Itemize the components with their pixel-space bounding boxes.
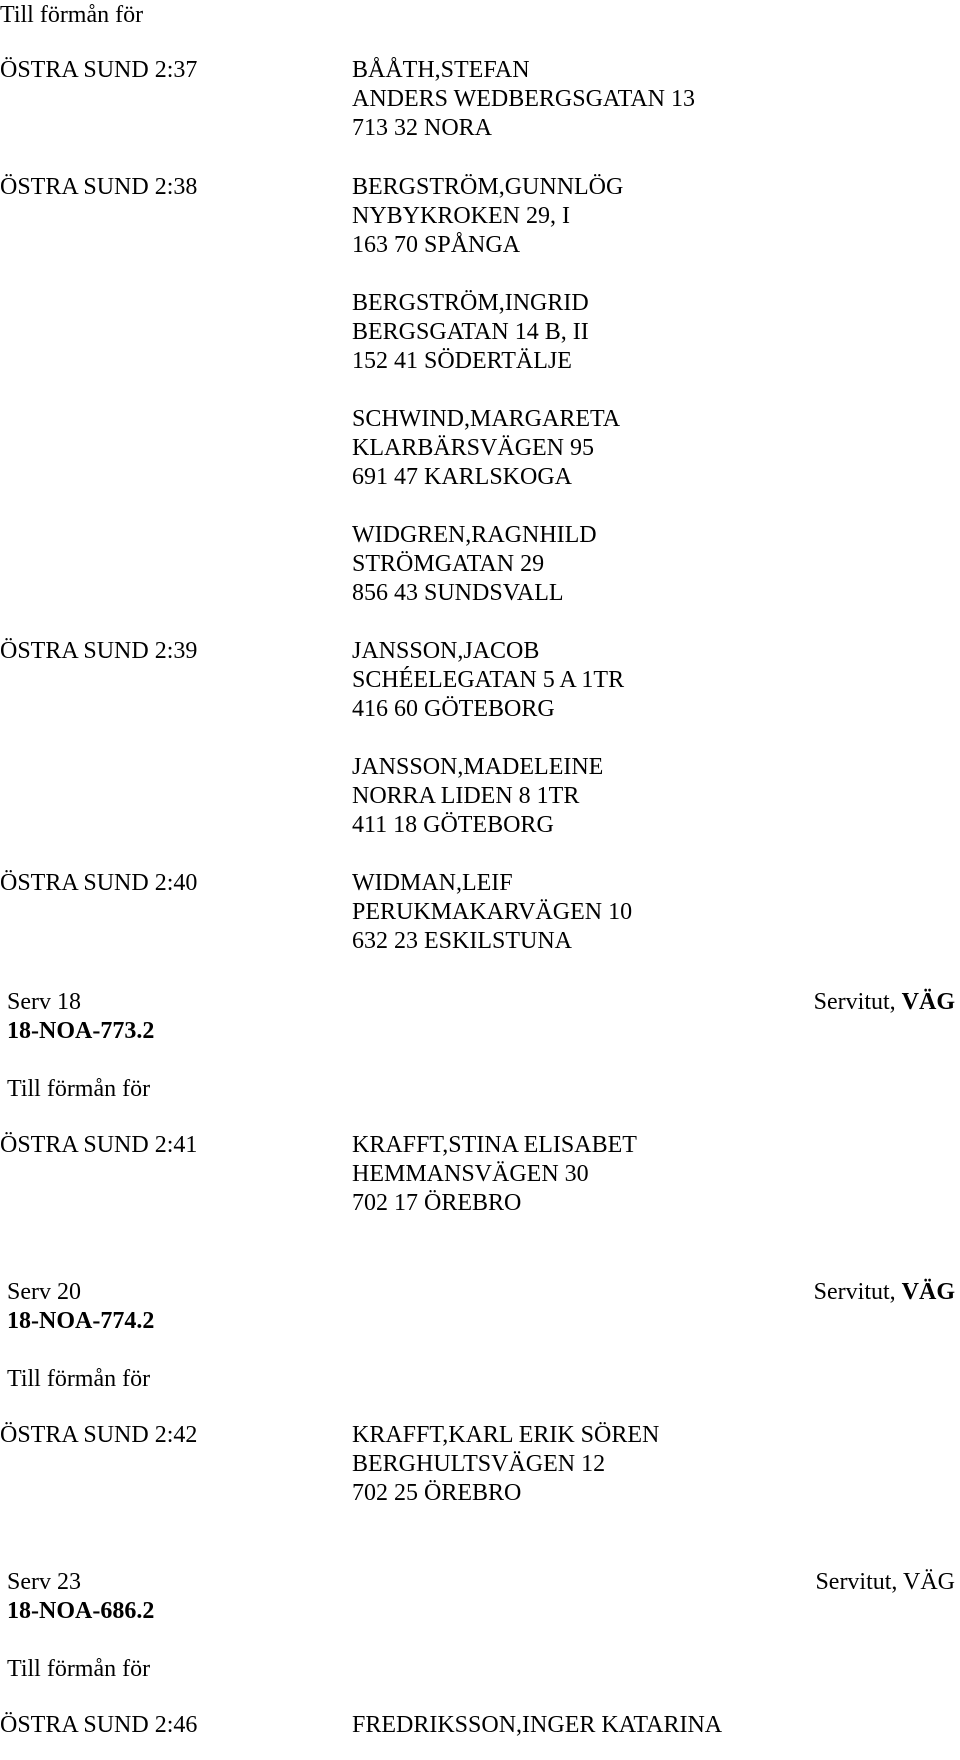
owner-name: KRAFFT,KARL ERIK SÖREN <box>352 1422 660 1448</box>
owner-street: ANDERS WEDBERGSGATAN 13 <box>352 86 695 112</box>
servitut-prefix: Servitut, <box>813 1279 902 1305</box>
owner-name: JANSSON,MADELEINE <box>352 754 604 780</box>
owner-name: SCHWIND,MARGARETA <box>352 406 621 432</box>
property-label: ÖSTRA SUND 2:39 <box>0 638 198 664</box>
owner-street: SCHÉELEGATAN 5 A 1TR <box>352 667 625 693</box>
owner-postal: 702 17 ÖREBRO <box>352 1190 522 1216</box>
owner-name: JANSSON,JACOB <box>352 638 540 664</box>
owner-name: KRAFFT,STINA ELISABET <box>352 1132 637 1158</box>
owner-postal: 416 60 GÖTEBORG <box>352 696 555 722</box>
owner-name: WIDGREN,RAGNHILD <box>352 522 597 548</box>
owner-block <box>352 1711 722 1740</box>
property-label: ÖSTRA SUND 2:37 <box>0 57 198 83</box>
servitut-type <box>814 988 955 1017</box>
servitut-kind-bold: VÄG <box>901 1279 955 1305</box>
owner-block <box>352 1131 637 1218</box>
serv-code: 18-NOA-774.2 <box>7 1308 155 1334</box>
section-heading: Till förmån för <box>7 1656 151 1682</box>
section-heading: Till förmån för <box>7 1366 151 1392</box>
property-label: ÖSTRA SUND 2:38 <box>0 174 198 200</box>
owner-block <box>352 289 589 376</box>
owner-block <box>352 405 620 492</box>
servitut-kind: VÄG <box>903 1569 955 1595</box>
owner-block <box>352 1421 659 1508</box>
servitut-type <box>815 1568 955 1597</box>
owner-street: KLARBÄRSVÄGEN 95 <box>352 435 595 461</box>
property-label: ÖSTRA SUND 2:42 <box>0 1422 198 1448</box>
owner-block <box>352 637 624 724</box>
owner-name: BERGSTRÖM,INGRID <box>352 290 589 316</box>
owner-street: NYBYKROKEN 29, I <box>352 203 570 229</box>
owner-block <box>352 753 603 840</box>
serv-code: 18-NOA-773.2 <box>7 1018 155 1044</box>
owner-postal: 691 47 KARLSKOGA <box>352 464 573 490</box>
owner-block <box>352 521 597 608</box>
owner-street: NORRA LIDEN 8 1TR <box>352 783 580 809</box>
servitut-prefix: Servitut, <box>813 989 902 1015</box>
owner-block <box>352 869 632 956</box>
owner-street: HEMMANSVÄGEN 30 <box>352 1161 589 1187</box>
owner-postal: 152 41 SÖDERTÄLJE <box>352 348 572 374</box>
owner-postal: 713 32 NORA <box>352 115 493 141</box>
owner-name: BERGSTRÖM,GUNNLÖG <box>352 174 624 200</box>
section-heading: Till förmån för <box>0 2 144 28</box>
owner-name: BÅÅTH,STEFAN <box>352 57 530 83</box>
serv-number: Serv 20 <box>7 1279 81 1305</box>
owner-name: FREDRIKSSON,INGER KATARINA <box>352 1712 723 1738</box>
property-label: ÖSTRA SUND 2:40 <box>0 870 198 896</box>
serv-number: Serv 23 <box>7 1569 81 1595</box>
owner-postal: 702 25 ÖREBRO <box>352 1480 522 1506</box>
property-label: ÖSTRA SUND 2:41 <box>0 1132 198 1158</box>
owner-street: PERUKMAKARVÄGEN 10 <box>352 899 633 925</box>
servitut-prefix: Servitut, <box>815 1569 903 1595</box>
servitut-kind-bold: VÄG <box>901 989 955 1015</box>
owner-block <box>352 173 623 260</box>
owner-postal: 856 43 SUNDSVALL <box>352 580 564 606</box>
owner-street: BERGSGATAN 14 B, II <box>352 319 589 345</box>
servitut-type <box>814 1278 955 1307</box>
serv-number: Serv 18 <box>7 989 81 1015</box>
owner-postal: 411 18 GÖTEBORG <box>352 812 554 838</box>
property-label: ÖSTRA SUND 2:46 <box>0 1712 198 1738</box>
owner-name: WIDMAN,LEIF <box>352 870 513 896</box>
owner-block <box>352 56 695 143</box>
section-heading: Till förmån för <box>7 1076 151 1102</box>
owner-street: STRÖMGATAN 29 <box>352 551 545 577</box>
owner-postal: 163 70 SPÅNGA <box>352 232 521 258</box>
serv-code: 18-NOA-686.2 <box>7 1598 155 1624</box>
owner-street: BERGHULTSVÄGEN 12 <box>352 1451 606 1477</box>
owner-postal: 632 23 ESKILSTUNA <box>352 928 572 954</box>
